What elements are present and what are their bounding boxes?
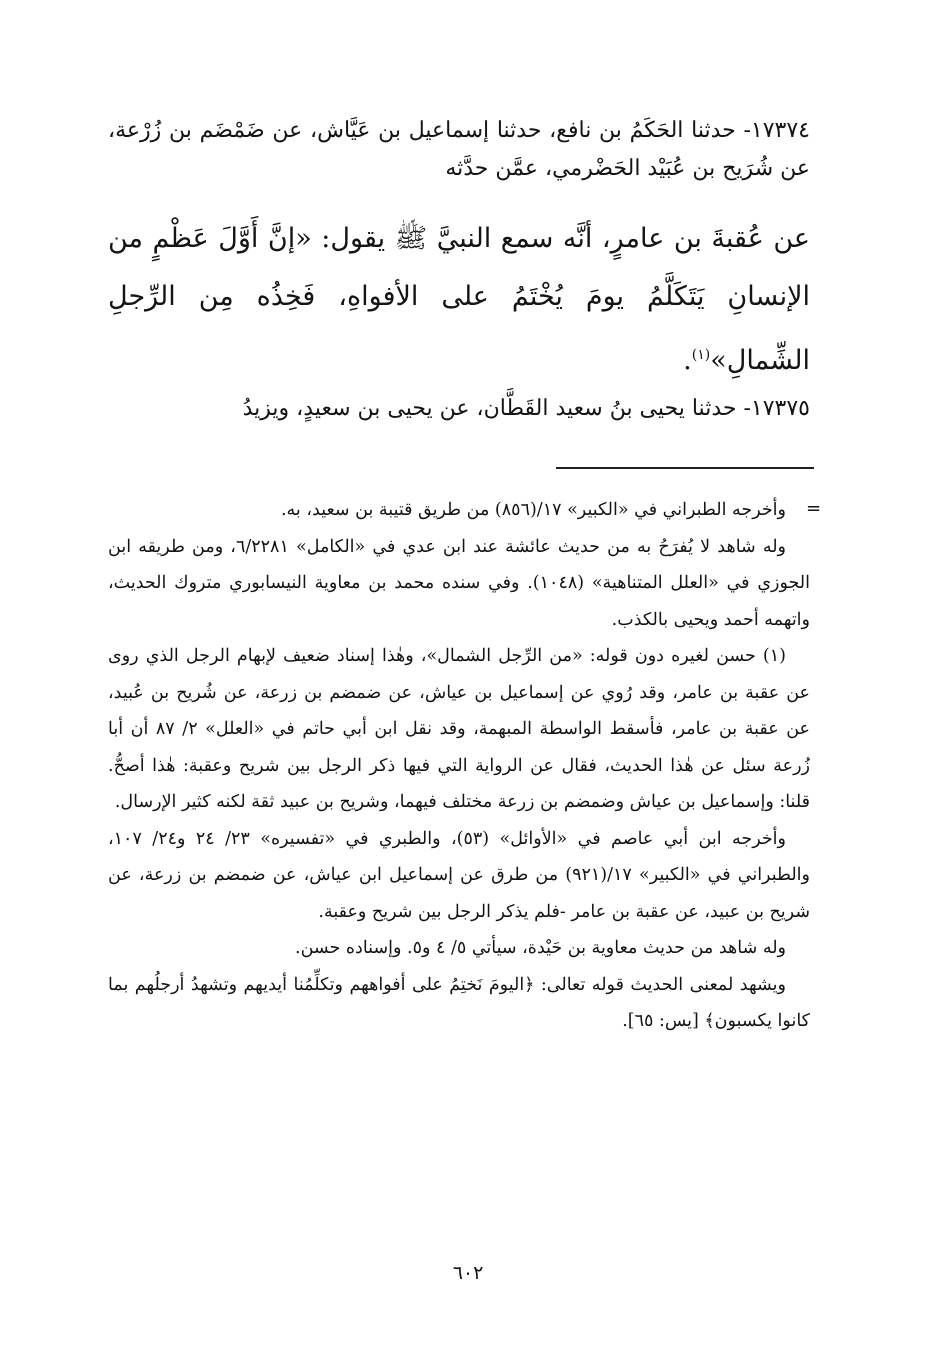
hadith-17375-isnad [108,390,810,428]
footnote-shahid-muawiya: وله شاهد من حديث معاوية بن حَيْدة، سيأتي ٥/ ٤ و٥. وإسناده حسن. [295,938,786,958]
footnote-quran: ويشهد لمعنى الحديث قوله تعالى: ﴿اليومَ نَختِمُ على أفواههم وتكلِّمُنا أيديهم وتشهدُ أرجلُهم بما كانوا يكسبون﴾ [يس: ٦٥]. [108,974,810,1031]
hadith-17374-isnad [108,112,810,188]
footnotes [108,492,810,1040]
isnad-text: ١٧٣٧٥- حدثنا يحيى بنُ سعيد القَطَّان، عن يحيى بن سعيدٍ، ويزيدُ [242,396,810,421]
footnote-takhrij: وأخرجه ابن أبي عاصم في «الأوائل» (٥٣)، والطبري في «تفسيره» ٢٣/ ٢٤ و٢٤/ ١٠٧، والطبراني في «الكبير» ١٧/(٩٢١) من طرق عن إسماعيل ابن عياش، عن ضمضم بن زرعة، عن شريح بن عبيد، عن عقبة بن عامر -فلم يذكر الرجل بين شريح وعقبة. [108,828,810,922]
matn-end: . [683,345,692,376]
footnote-continued: وأخرجه الطبراني في «الكبير» ١٧/(٨٥٦) من طريق قتيبة بن سعيد، به. [280,500,786,520]
footnote-separator [556,467,814,469]
footnote-1: (١) حسن لغيره دون قوله: «من الرِّجل الشمال»، وهٰذا إسناد ضعيف لإبهام الرجل الذي روى عن عقبة بن عامر، وقد رُوي عن إسماعيل بن عياش، عن ضمضم بن زرعة، عن شُريح بن عُبيد، عن عقبة بن عامر، فأسقط الواسطة المبهمة، وقد نقل ابن أبي حاتم في «العلل» ٢/ ٨٧ أن أبا زُرعة سئل عن هٰذا الحديث، فقال عن الرواية التي فيها ذكر الرجل بين شريح وعقبة: هٰذا أصحُّ. قلنا: وإسماعيل بن عياش وضمضم بن زرعة مختلف فيهما، وشريح بن عبيد ثقة لكنه كثير الإرسال. [108,646,810,812]
hadith-17374-matn [108,210,810,390]
isnad-text: ١٧٣٧٤- حدثنا الحَكَمُ بن نافع، حدثنا إسماعيل بن عَيَّاش، عن ضَمْضَم بن زُرْعة، عن شُرَيح بن عُبَيْد الحَضْرمي، عمَّن حدَّثه [108,118,810,181]
matn-text: عن عُقبةَ بن عامرٍ، أنَّه سمع النبيَّ ﷺ يقول: «إنَّ أَوَّلَ عَظْمٍ من الإنسانِ يَتَكَلَّمُ يومَ يُخْتَمُ على الأفواهِ، فَخِذُه مِن الرِّجلِ الشِّمالِ» [108,223,810,376]
continuation-mark: = [806,498,822,519]
footnote-reference: (١) [691,347,711,363]
page-number: ٦٠٢ [452,1262,484,1284]
footnote-shahid-aisha: وله شاهد لا يُفرَحُ به من حديث عائشة عند ابن عدي في «الكامل» ٦/٢٢٨١، ومن طريقه ابن الجوزي في «العلل المتناهية» (١٠٤٨). وفي سنده محمد بن معاوية النيسابوري متروك الحديث، واتهمه أحمد ويحيى بالكذب. [108,536,811,630]
